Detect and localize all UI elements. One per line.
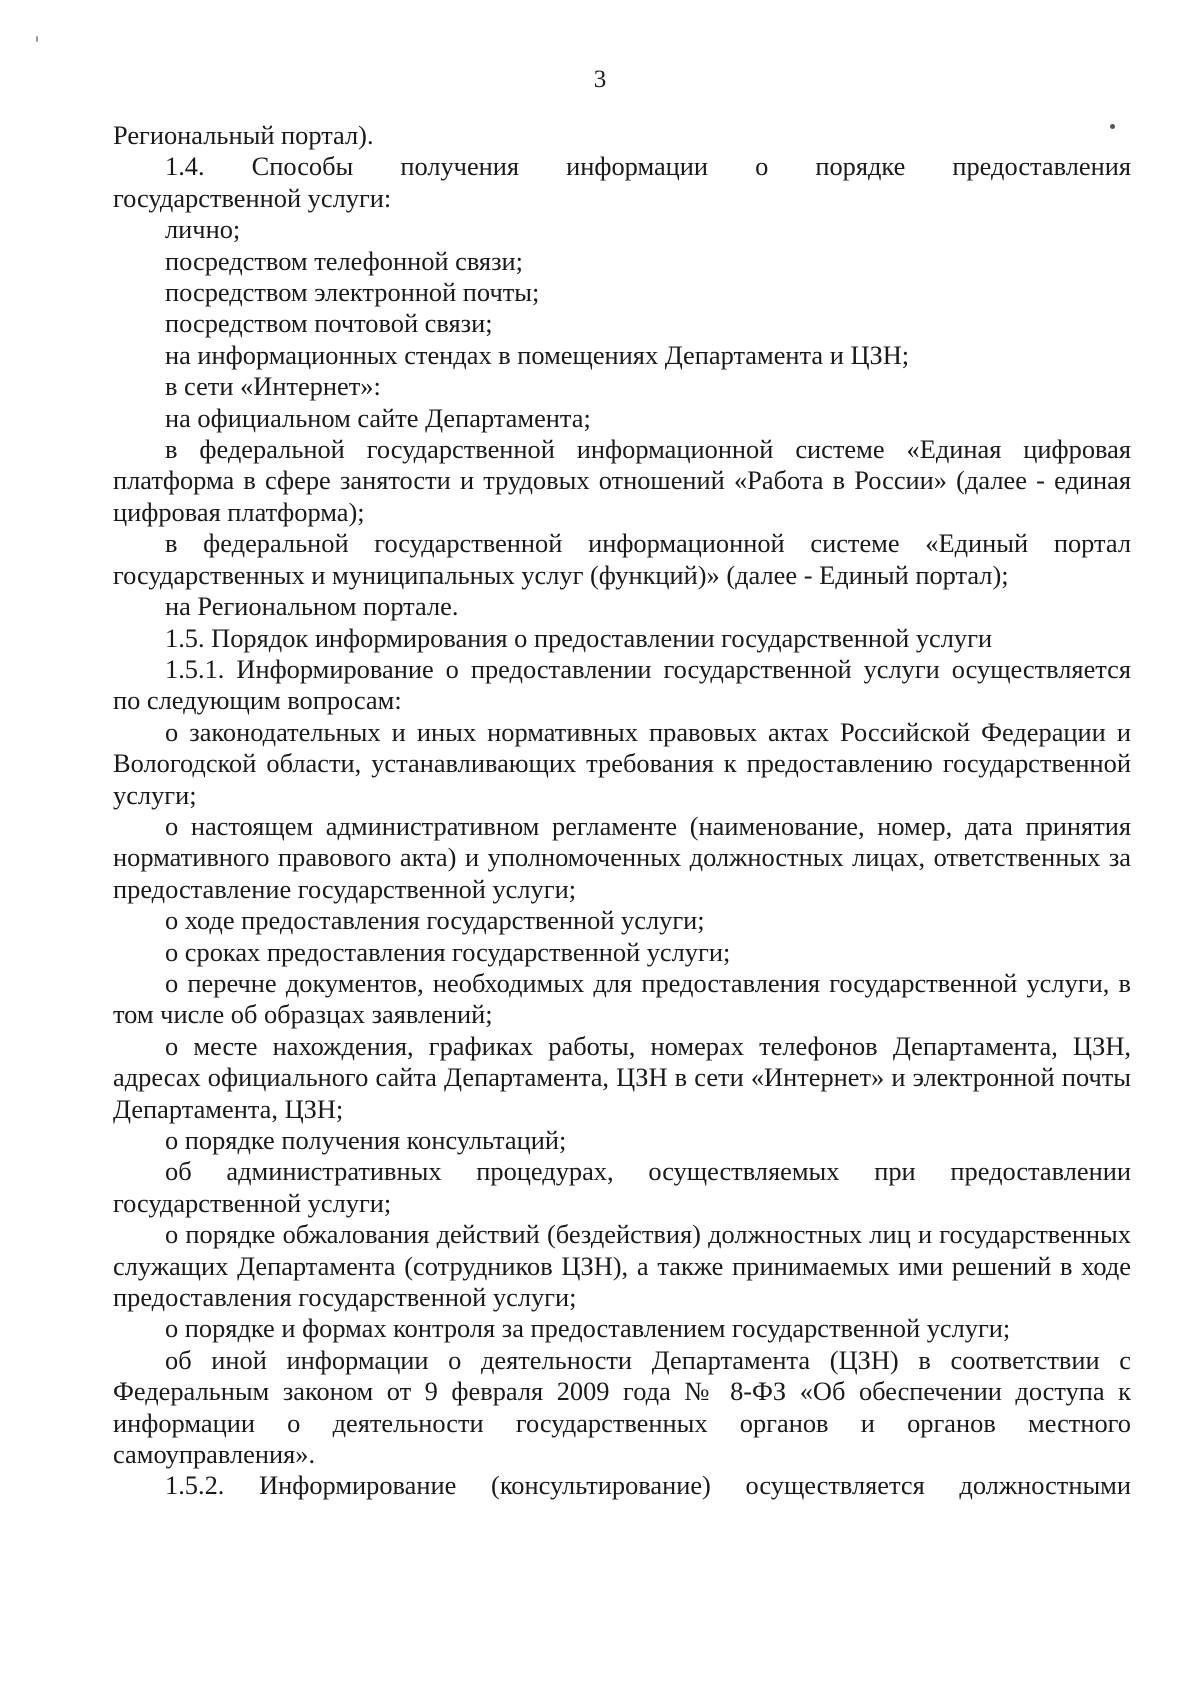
list-item: в федеральной государственной информационной системе «Единый портал государственных и муниципальных услуг (функций)» (далее - Единый портал); xyxy=(113,528,1131,590)
section-heading-1-5: 1.5. Порядок информирования о предоставлении государственной услуги xyxy=(165,622,993,653)
list-item: о порядке обжалования действий (бездействия) должностных лиц и государственных служащих Департамента (сотрудников ЦЗН), а также принимаемых ими решений в ходе предоставления государственной услуги; xyxy=(113,1219,1131,1313)
paragraph: государственной услуги: xyxy=(113,182,392,213)
list-item: об иной информации о деятельности Департамента (ЦЗН) в соответствии с Федеральным законом от 9 февраля 2009 года № 8-ФЗ «Об обеспечении доступа к информации о деятельности государственных органов и органов местного самоуправления». xyxy=(113,1344,1131,1470)
list-item: о порядке получения консультаций; xyxy=(165,1125,567,1155)
list-item: в федеральной государственной информационной системе «Единая цифровая платформа в сфере занятости и трудовых отношений «Работа в России» (далее - единая цифровая платформа); xyxy=(113,434,1131,527)
list-item: о месте нахождения, графиках работы, номерах телефонов Департамента, ЦЗН, адресах официального сайта Департамента, ЦЗН в сети «Интернет» и электронной почты Департамента, ЦЗН; xyxy=(113,1030,1131,1124)
list-item: лично; xyxy=(165,214,241,245)
list-item: на официальном сайте Департамента; xyxy=(165,402,591,433)
list-item: на Региональном портале. xyxy=(165,591,459,622)
paragraph-section-1-5-2: 1.5.2. Информирование (консультирование) осуществляется должностными xyxy=(165,1470,1131,1501)
list-item: посредством почтовой связи; xyxy=(165,308,493,339)
document-body xyxy=(113,120,1131,1502)
list-item: о настоящем административном регламенте (наименование, номер, дата принятия нормативного правового акта) и уполномоченных должностных лицах, ответственных за предоставление государственной услуги; xyxy=(113,810,1131,904)
scan-speck xyxy=(36,36,38,42)
list-item: о перечне документов, необходимых для предоставления государственной услуги, в том числе об образцах заявлений; xyxy=(113,967,1131,1030)
paragraph-section-1-4: 1.4. Способы получения информации о порядке предоставления xyxy=(165,151,1131,182)
scan-speck xyxy=(1110,124,1115,129)
list-item: на информационных стендах в помещениях Департамента и ЦЗН; xyxy=(165,339,910,370)
page-number: 3 xyxy=(593,66,607,93)
list-item: в сети «Интернет»: xyxy=(165,371,381,402)
list-item: о ходе предоставления государственной услуги; xyxy=(165,905,705,936)
list-item: о сроках предоставления государственной услуги; xyxy=(165,936,731,967)
paragraph-section-1-5-1: 1.5.1. Информирование о предоставлении государственной услуги осуществляется по следующим вопросам: xyxy=(113,653,1131,716)
list-item: посредством электронной почты; xyxy=(165,277,540,308)
list-item: о порядке и формах контроля за предоставлением государственной услуги; xyxy=(165,1313,1011,1344)
paragraph: Региональный портал). xyxy=(113,120,374,150)
list-item: посредством телефонной связи; xyxy=(165,245,523,276)
list-item: об административных процедурах, осуществляемых при предоставлении государственной услуги; xyxy=(113,1156,1131,1218)
list-item: о законодательных и иных нормативных правовых актах Российской Федерации и Вологодской области, устанавливающих требования к предоставлению государственной услуги; xyxy=(113,716,1131,810)
